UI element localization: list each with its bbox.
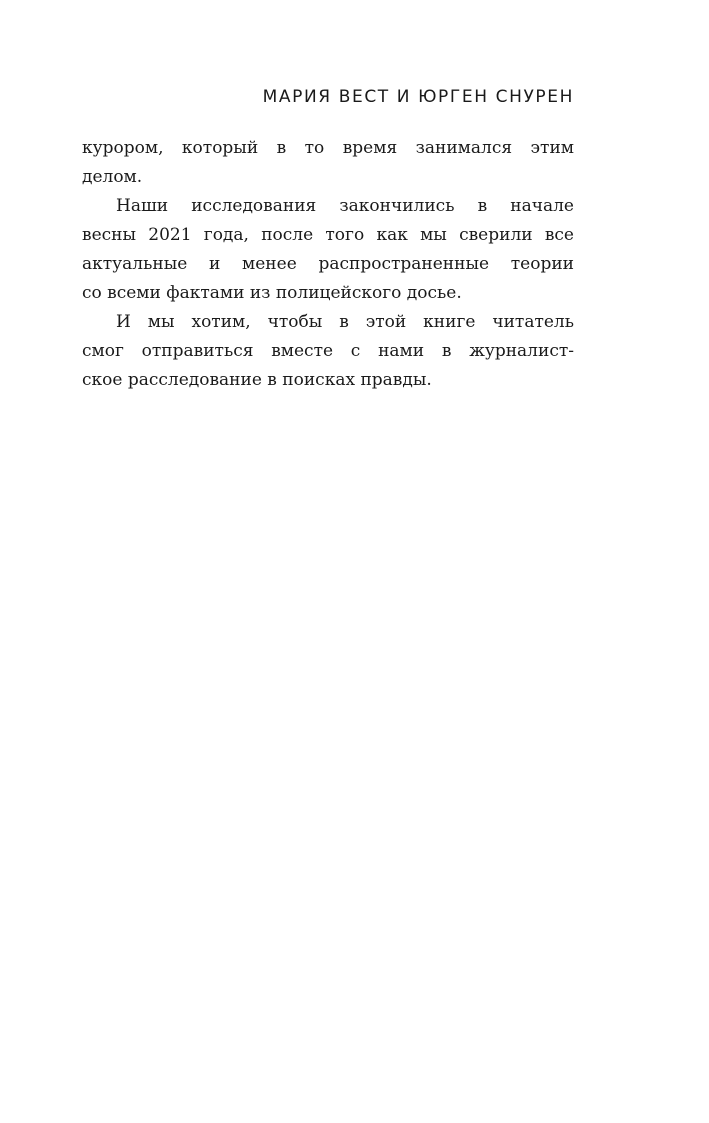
text-line: актуальные и менее распространенные теории [82,254,574,274]
body-text [82,134,574,395]
text-line: со всеми фактами из полицейского досье. [82,283,462,303]
paragraph-first-line: И мы хотим, чтобы в этой книге читатель [116,312,574,332]
text-line: ское расследование в поисках правды. [82,370,432,390]
running-header: МАРИЯ ВЕСТ И ЮРГЕН СНУРЕН [262,87,574,107]
text-line: курором, который в то время занимался этим [82,138,574,158]
paragraph-first-line: Наши исследования закончились в начале [116,196,574,216]
text-line: смог отправиться вместе с нами в журналист- [82,341,574,361]
text-line: весны 2021 года, после того как мы сверили все [82,225,574,245]
text-line: делом. [82,167,143,187]
